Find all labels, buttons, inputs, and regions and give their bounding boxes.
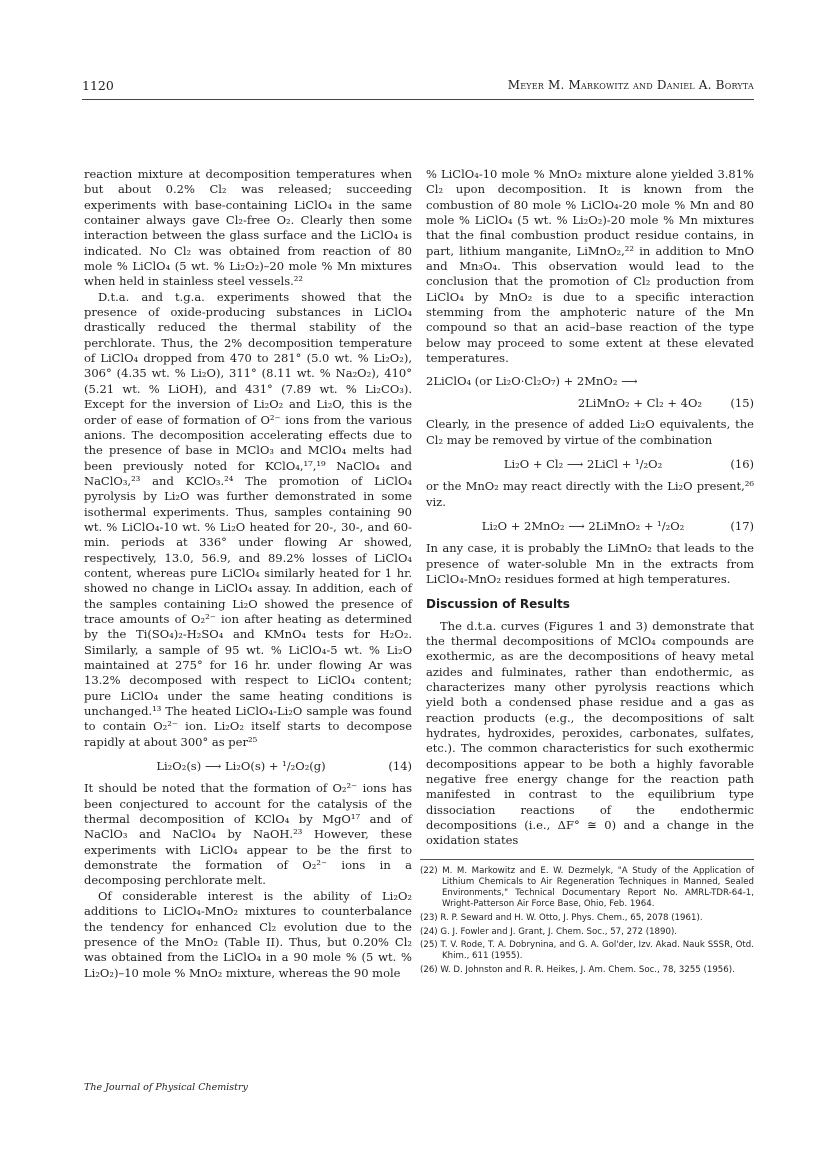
- section-heading: Discussion of Results: [426, 597, 570, 612]
- reference-item: (23) R. P. Seward and H. W. Otto, J. Phys. Chem., 65, 2078 (1961).: [420, 912, 703, 923]
- paragraph: Of considerable interest is the ability of Li₂O₂ additions to LiClO₄-MnO₂ mixtures to counterbalance the tendency for enhanced Cl₂ evolution due to the presence of the MnO₂ (Table II). Thus, but 0.20% Cl₂ was obtained from the LiClO₄ in a 90 mole % (5 wt. % Li₂O₂)–10 mole % MnO₂ mixture, whereas the 90 mole: [84, 888, 412, 980]
- equation-14: [84, 759, 412, 774]
- equation-17: [426, 519, 754, 534]
- equation-expression: Li₂O + Cl₂ ⟶ 2LiCl + ¹/₂O₂: [503, 456, 663, 471]
- paragraph: or the MnO₂ may react directly with the Li₂O present,²⁶ viz.: [426, 479, 754, 509]
- reference-item: (25) T. V. Rode, T. A. Dobrynina, and G. A. Gol'der, Izv. Akad. Nauk SSSR, Otd. Khim., 611 (1955).: [420, 940, 754, 962]
- equation-16: [426, 457, 754, 472]
- paragraph: reaction mixture at decomposition temperatures when but about 0.2% Cl₂ was released; succeeding experiments with base-containing LiClO₄ in the same container always gave Cl₂-free O₂. Clearly then some interaction between the glass surface and the LiClO₄ is indicated. No Cl₂ was obtained from reaction of 80 mole % LiClO₄ (5 wt. % Li₂O₂)–20 mole % Mn mixtures when held in stainless steel vessels.²²: [84, 167, 412, 289]
- page-header: [82, 78, 754, 98]
- equation-number: (16): [730, 456, 754, 471]
- paragraph: In any case, it is probably the LiMnO₂ that leads to the presence of water-soluble Mn in the extracts from LiClO₄-MnO₂ residues formed at high temperatures.: [426, 541, 754, 586]
- equation-number: (17): [730, 518, 754, 533]
- references: [420, 859, 754, 979]
- reference-item: (26) W. D. Johnston and R. R. Heikes, J. Am. Chem. Soc., 78, 3255 (1956).: [420, 965, 735, 976]
- header-rule: [82, 99, 754, 100]
- reference-item: (22) M. M. Markowitz and E. W. Dezmelyk, "A Study of the Application of Lithium Chemicals to Air Regeneration Techniques in Manned, Sealed Environments," Technical Documentary Report No. AMRL-TDR-64-1, Wright-Patterson Air Force Base, Ohio, Feb. 1964.: [420, 866, 754, 909]
- equation-expression: Li₂O + 2MnO₂ ⟶ 2LiMnO₂ + ¹/₂O₂: [481, 518, 685, 533]
- paragraph: % LiClO₄-10 mole % MnO₂ mixture alone yielded 3.81% Cl₂ upon decomposition. It is known from the combustion of 80 mole % LiClO₄-20 mole % Mn and 80 mole % LiClO₄ (5 wt. % Li₂O₂)-20 mole % Mn mixtures that the final combustion product residue contains, in part, lithium manganite, LiMnO₂,²² in addition to MnO and Mn₃O₄. This observation would lead to the conclusion that the promotion of Cl₂ production from LiClO₄ by MnO₂ is due to a specific interaction stemming from the amphoteric nature of the Mn compound so that an acid–base reaction of the type below may proceed to some extent at these elevated temperatures.: [426, 167, 754, 366]
- equation-line: 2LiClO₄ (or Li₂O·Cl₂O₇) + 2MnO₂ ⟶: [426, 374, 638, 389]
- equation-expression: Li₂O₂(s) ⟶ Li₂O(s) + ¹/₂O₂(g): [156, 759, 326, 774]
- journal-footer: The Journal of Physical Chemistry: [84, 1082, 248, 1093]
- equation-15: [426, 374, 754, 411]
- left-column: [84, 167, 412, 981]
- reference-item: (24) G. J. Fowler and J. Grant, J. Chem. Soc., 57, 272 (1890).: [420, 926, 678, 937]
- page-number: 1120: [82, 78, 114, 93]
- paragraph: Clearly, in the presence of added Li₂O equivalents, the Cl₂ may be removed by virtue of the combination: [426, 417, 754, 447]
- equation-line: 2LiMnO₂ + Cl₂ + 4O₂: [577, 395, 702, 410]
- equation-number: (14): [388, 759, 412, 774]
- paragraph: The d.t.a. curves (Figures 1 and 3) demonstrate that the thermal decompositions of MClO₄ compounds are exothermic, as are the decompositions of heavy metal azides and fulminates, rather than endothermic, as characterizes many other pyrolysis reactions which yield both a condensed phase residue and a gas as reaction products (e.g., the decompositions of salt hydrates, hydroxides, peroxides, carbonates, sulfates, etc.). The common characteristics for such exothermic decompositions appear to be both a highly favorable negative free energy change for the reaction path manifested in contrast to the equilibrium type dissociation reactions of the endothermic decompositions (i.e., ΔF° ≅ 0) and a change in the oxidation states: [426, 618, 754, 848]
- paragraph: It should be noted that the formation of O₂²⁻ ions has been conjectured to account for the catalysis of the thermal decomposition of KClO₄ by MgO¹⁷ and of NaClO₃ and NaClO₄ by NaOH.²³ However, these experiments with LiClO₄ appear to be the first to demonstrate the formation of O₂²⁻ ions in a decomposing perchlorate melt.: [84, 781, 412, 888]
- right-column: [426, 167, 754, 849]
- running-head-authors: Meyer M. Markowitz and Daniel A. Boryta: [507, 78, 754, 92]
- paragraph: D.t.a. and t.g.a. experiments showed that the presence of oxide-producing substances in LiClO₄ drastically reduced the thermal stability of the perchlorate. Thus, the 2% decomposition temperature of LiClO₄ dropped from 470 to 281° (5.0 wt. % Li₂O₂), 306° (4.35 wt. % Li₂O), 311° (8.11 wt. % Na₂O₂), 410° (5.21 wt. % LiOH), and 431° (7.89 wt. % Li₂CO₃). Except for the inversion of Li₂O₂ and Li₂O, this is the order of ease of formation of O²⁻ ions from the various anions. The decomposition accelerating effects due to the presence of base in MClO₃ and MClO₄ melts had been previously noted for KClO₄,¹⁷,¹⁹ NaClO₄ and NaClO₃,²³ and KClO₃.²⁴ The promotion of LiClO₄ pyrolysis by Li₂O was further demonstrated in some isothermal experiments. Thus, samples containing 90 wt. % LiClO₄-10 wt. % Li₂O heated for 20-, 30-, and 60-min. periods at 336° under flowing Ar showed, respectively, 13.0, 56.9, and 89.2% losses of LiClO₄ content, whereas pure LiClO₄ similarly heated for 1 hr. showed no change in LiClO₄ assay. In addition, each of the samples containing Li₂O showed the presence of trace amounts of O₂²⁻ ion after heating as determined by the Ti(SO₄)₂-H₂SO₄ and KMnO₄ tests for H₂O₂. Similarly, a sample of 95 wt. % LiClO₄-5 wt. % Li₂O maintained at 275° for 16 hr. under flowing Ar was 13.2% decomposed with respect to LiClO₄ content; pure LiClO₄ under the same heating conditions is unchanged.¹³ The heated LiClO₄-Li₂O sample was found to contain O₂²⁻ ion. Li₂O₂ itself starts to decompose rapidly at about 300° as per²⁵: [84, 289, 412, 749]
- equation-number: (15): [730, 395, 754, 410]
